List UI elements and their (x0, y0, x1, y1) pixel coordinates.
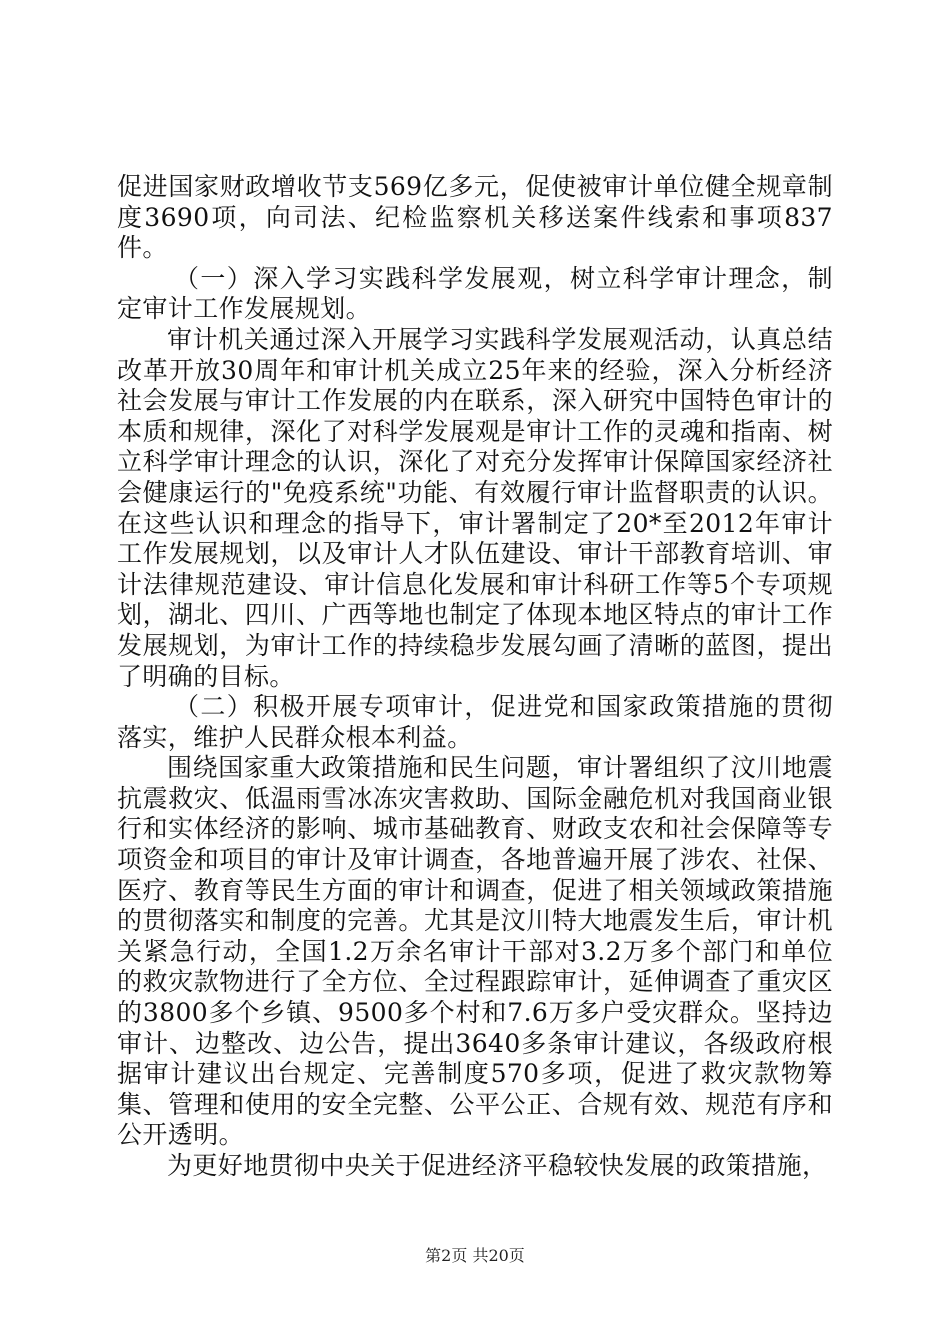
document-body (117, 172, 833, 1182)
paragraph-continuation: 促进国家财政增收节支569亿多元，促使被审计单位健全规章制度3690项，向司法、纪检监察机关移送案件线索和事项837件。 (117, 172, 833, 263)
paragraph-body: 审计机关通过深入开展学习实践科学发展观活动，认真总结改革开放30周年和审计机关成立25年来的经验，深入分析经济社会发展与审计工作发展的内在联系，深入研究中国特色审计的本质和规律，深化了对科学发展观是审计工作的灵魂和指南、树立科学审计理念的认识，深化了对充分发挥审计保障国家经济社会健康运行的"免疫系统"功能、有效履行审计监督职责的认识。在这些认识和理念的指导下，审计署制定了20*至2012年审计工作发展规划，以及审计人才队伍建设、审计干部教育培训、审计法律规范建设、审计信息化发展和审计科研工作等5个专项规划，湖北、四川、广西等地也制定了体现本地区特点的审计工作发展规划，为审计工作的持续稳步发展勾画了清晰的蓝图，提出了明确的目标。 (117, 324, 833, 691)
section-heading-2: （二）积极开展专项审计，促进党和国家政策措施的贯彻落实，维护人民群众根本利益。 (117, 692, 833, 752)
paragraph-body: 为更好地贯彻中央关于促进经济平稳较快发展的政策措施， (167, 1151, 828, 1180)
paragraph-body: 围绕国家重大政策措施和民生问题，审计署组织了汶川地震抗震救灾、低温雨雪冰冻灾害救助、国际金融危机对我国商业银行和实体经济的影响、城市基础教育、财政支农和社会保障等专项资金和项目的审计及审计调查，各地普遍开展了涉农、社保、医疗、教育等民生方面的审计和调查，促进了相关领域政策措施的贯彻落实和制度的完善。尤其是汶川特大地震发生后，审计机关紧急行动，全国1.2万余名审计干部对3.2万多个部门和单位的救灾款物进行了全方位、全过程跟踪审计，延伸调查了重灾区的3800多个乡镇、9500多个村和7.6万多户受灾群众。坚持边审计、边整改、边公告，提出3640多条审计建议，各级政府根据审计建议出台规定、完善制度570多项，促进了救灾款物筹集、管理和使用的安全完整、公平公正、合规有效、规范有序和公开透明。 (117, 753, 833, 1150)
section-heading-1: （一）深入学习实践科学发展观，树立科学审计理念，制定审计工作发展规划。 (117, 263, 833, 324)
page-number-footer: 第2页 共20页 (425, 1246, 525, 1265)
